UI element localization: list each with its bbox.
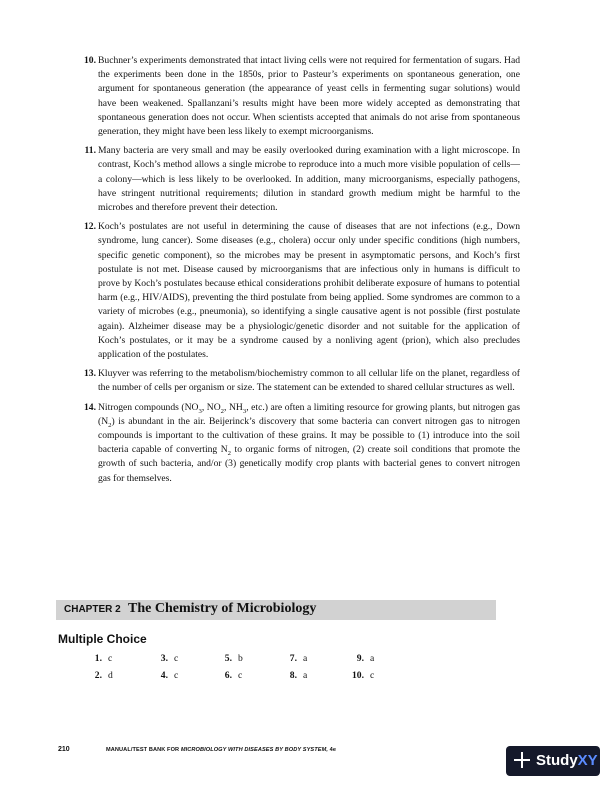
plus-icon <box>514 752 530 768</box>
footer-book-title: MICROBIOLOGY WITH DISEASES BY BODY SYSTEM, <box>180 747 328 753</box>
subscript: 2 <box>220 407 225 415</box>
answer-letter: d <box>108 670 113 681</box>
page-number: 210 <box>58 746 70 753</box>
answer-number: 12. <box>84 221 96 233</box>
logo-word: Study <box>536 752 578 769</box>
answer-item <box>80 401 520 486</box>
answer-number: 13. <box>84 368 96 380</box>
answer-letter: c <box>238 670 243 681</box>
subscript: 2 <box>227 450 232 458</box>
answer-letter: c <box>174 670 179 681</box>
text-run: , NO <box>201 401 221 413</box>
answer-letter: a <box>303 670 308 681</box>
answer-item <box>80 144 520 215</box>
answer-cell <box>210 653 243 664</box>
section-heading: Multiple Choice <box>58 632 147 646</box>
question-number: 3. <box>160 653 168 664</box>
question-number: 6. <box>224 670 232 681</box>
answer-cell <box>146 670 178 681</box>
answer-list <box>80 54 520 491</box>
answer-cell <box>342 670 374 681</box>
studyxy-logo[interactable] <box>506 746 600 776</box>
answer-cell <box>80 670 113 681</box>
answer-cell <box>210 670 242 681</box>
answer-cell <box>275 670 307 681</box>
subscript: 3 <box>242 407 247 415</box>
answer-row <box>80 653 500 670</box>
running-footer <box>106 747 336 753</box>
answer-letter: c <box>108 653 113 664</box>
question-number: 2. <box>94 670 102 681</box>
question-number: 5. <box>224 653 232 664</box>
subscript: 3 <box>198 407 202 415</box>
text-run: Nitrogen compounds (NO <box>98 401 199 413</box>
text-run: , etc.) are often a limiting resource for growing plants, but nitrogen gas (N <box>98 401 521 427</box>
answer-row <box>80 670 500 687</box>
logo-wordmark <box>536 752 598 769</box>
question-number: 4. <box>160 670 168 681</box>
answer-letter: c <box>174 653 179 664</box>
text-run: , NH <box>224 401 243 413</box>
answer-text: Many bacteria are very small and may be easily overlooked during examination with a light microscope. In contrast, Koch’s method allows a single microbe to reproduce into a much more visible population of cells—a colony—which is less likely to be overlooked. In addition, many microorganisms, especially pathogens, have stringent nutritional requirements; dilution in standard growth medium might be harmful to the microbes and therefore prevent their detection. <box>98 145 520 214</box>
answer-cell <box>80 653 112 664</box>
answer-cell <box>146 653 178 664</box>
question-number: 8. <box>289 670 297 681</box>
answer-number: 14. <box>84 401 96 413</box>
answer-letter: a <box>370 653 375 664</box>
footer-text-run: MANUAL/TEST BANK FOR <box>106 747 181 753</box>
text-run: to organic forms of nitrogen, (2) create soil conditions that promote the growth of such bacteria, and/or (3) genetically modify crop plants with bacterial genes to convert nitrogen gas for themselves. <box>98 444 520 484</box>
answer-number: 10. <box>84 55 96 66</box>
answer-text <box>98 401 520 486</box>
answer-item <box>80 367 520 395</box>
multiple-choice-answers <box>80 653 500 687</box>
subscript: 2 <box>108 421 112 429</box>
answer-text: Kluyver was referring to the metabolism/biochemistry common to all cellular life on the planet, regardless of the number of cells per organism or size. The statement can be extended to shared cellular structures as well. <box>98 368 520 394</box>
answer-letter: c <box>370 670 375 681</box>
question-number: 1. <box>94 653 102 664</box>
chapter-title: The Chemistry of Microbiology <box>128 601 317 616</box>
question-number: 7. <box>289 653 297 664</box>
footer-edition: 4e <box>328 747 337 753</box>
answer-item <box>80 54 520 139</box>
answer-item <box>80 220 520 362</box>
text-run: ) is abundant in the air. Beijerinck’s discovery that some bacteria can convert nitrogen gas to nitrogen compounds is important to the cultivation of these grains. It may be possible to (1) introduce into the soil bacteria capable of converting N <box>98 415 520 456</box>
answer-letter: b <box>238 653 243 664</box>
question-number: 10. <box>352 670 364 681</box>
answer-number: 11. <box>84 145 96 157</box>
answer-cell <box>342 653 374 664</box>
chapter-label: CHAPTER 2 <box>64 604 121 615</box>
chapter-heading-bar <box>56 600 496 620</box>
answer-text: Koch’s postulates are not useful in determining the cause of diseases that are not infections (e.g., Down syndrome, lung cancer). Some diseases (e.g., cholera) occur only under specific conditions (high numbers, specific genetic component), so the microbes may be present in asymptomatic persons, and Koch’s first postulate is not met. Disease caused by microorganisms that are infectious only in humans is difficult to prove by Koch’s postulates because ethical considerations prohibit deliberate exposure of humans to potential harm (e.g., HIV/AIDS), preventing the third postulate from being applied. Some syndromes are common to a variety of microbes (e.g., pneumonia), so identifying a single causative agent is not possible (first postulate again). Alzheimer disease may be a physiologic/genetic disorder and not suitable for the application of Koch’s postulates, or it may be a syndrome caused by a nonliving agent (prion), which also precludes application of the postulates. <box>98 221 520 361</box>
answer-letter: a <box>303 653 308 664</box>
answer-text: Buchner’s experiments demonstrated that intact living cells were not required for fermentation of sugars. Had the experiments been done in the 1850s, prior to Pasteur’s experiments on spontaneous generation, one argument for spontaneous generation (the appearance of yeast cells in fermenting sugar solutions) would have been weakened. Spallanzani’s results might have been more widely accepted as demonstrating that spontaneous generation does not occur. When scientists accepted that animals do not arise from spontaneous generation, they might have been less likely to exempt microorganisms. <box>98 55 520 138</box>
answer-cell <box>275 653 307 664</box>
question-number: 9. <box>356 653 364 664</box>
logo-suffix: XY <box>577 752 598 769</box>
